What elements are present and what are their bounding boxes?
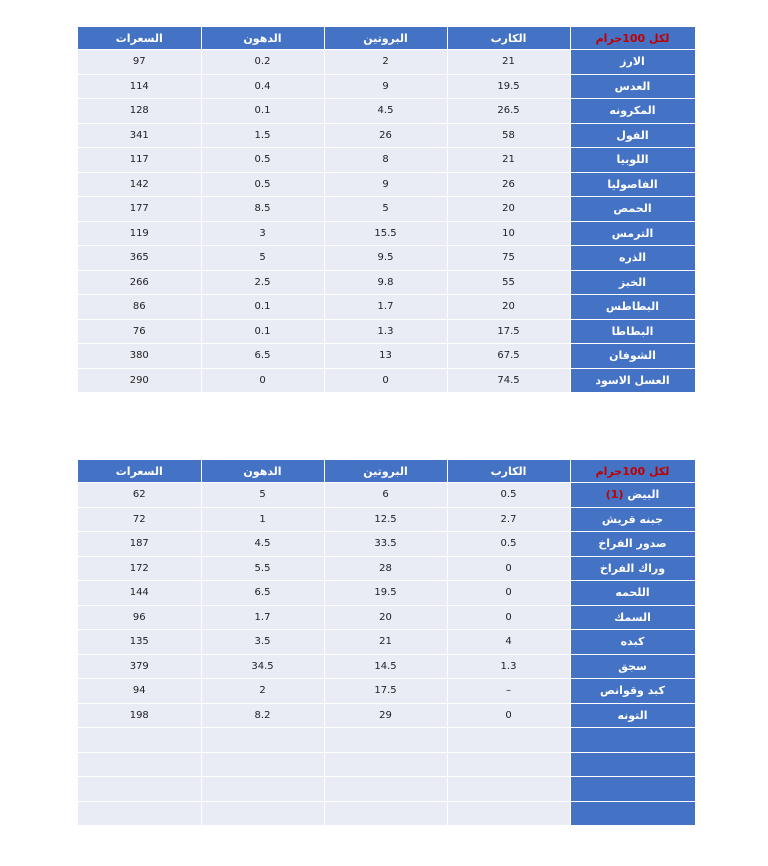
carbs-cell: 26	[447, 172, 570, 197]
carbs-cell: 75	[447, 246, 570, 271]
food-name: اللحمه	[615, 586, 650, 600]
food-name: العدس	[614, 79, 651, 93]
carbs-cell: 21	[447, 50, 570, 75]
protein-cell: 9.8	[324, 270, 447, 295]
protein-cell: 9.5	[324, 246, 447, 271]
carbs-cell: 67.5	[447, 344, 570, 369]
fat-cell: 8.5	[201, 197, 324, 222]
food-name: الذره	[618, 251, 647, 265]
food-name: البطاطس	[605, 300, 660, 314]
header-row	[78, 27, 695, 50]
table-row	[78, 654, 695, 679]
food-name: المكرونه	[609, 104, 656, 118]
food-name: البطاطا	[611, 324, 654, 338]
carbs-cell: 0	[447, 581, 570, 606]
table-row	[78, 532, 695, 557]
fat-cell: 1	[201, 507, 324, 532]
calories-cell: 117	[78, 148, 201, 173]
carbs-cell: 10	[447, 221, 570, 246]
protein-nutrition-table	[78, 460, 696, 826]
calories-cell: 114	[78, 74, 201, 99]
protein-cell: 6	[324, 483, 447, 508]
table-row	[78, 221, 695, 246]
protein-cell: 19.5	[324, 581, 447, 606]
header-carbs: الكارب	[447, 27, 570, 50]
protein-cell: 1.3	[324, 319, 447, 344]
carbs-cell: 17.5	[447, 319, 570, 344]
food-name: صدور الفراخ	[598, 537, 667, 551]
header-protein: البروتين	[324, 460, 447, 483]
fat-cell: 0.1	[201, 99, 324, 124]
table-row	[78, 148, 695, 173]
fat-cell: 0.4	[201, 74, 324, 99]
table-row	[78, 801, 695, 826]
calories-cell	[78, 752, 201, 777]
protein-cell: 15.5	[324, 221, 447, 246]
fat-cell: 3	[201, 221, 324, 246]
calories-cell: 86	[78, 295, 201, 320]
food-name-cell	[570, 197, 695, 222]
carbs-cell: 55	[447, 270, 570, 295]
calories-cell: 97	[78, 50, 201, 75]
protein-cell: 8	[324, 148, 447, 173]
carbs-cell: 4	[447, 630, 570, 655]
fat-cell: 3.5	[201, 630, 324, 655]
food-name-cell	[570, 605, 695, 630]
carbs-cell	[447, 728, 570, 753]
table-row	[78, 556, 695, 581]
carbs-cell: 0.5	[447, 483, 570, 508]
food-name-cell	[570, 74, 695, 99]
protein-cell: 21	[324, 630, 447, 655]
fat-cell: 5	[201, 483, 324, 508]
calories-cell: 341	[78, 123, 201, 148]
table-row	[78, 507, 695, 532]
fat-cell: 5	[201, 246, 324, 271]
fat-cell: 6.5	[201, 581, 324, 606]
calories-cell: 144	[78, 581, 201, 606]
protein-cell: 9	[324, 172, 447, 197]
table-row	[78, 703, 695, 728]
table-row	[78, 172, 695, 197]
table-row	[78, 197, 695, 222]
protein-cell: 12.5	[324, 507, 447, 532]
food-name: البيض	[627, 488, 660, 502]
protein-cell: 9	[324, 74, 447, 99]
food-name: الشوفان	[609, 349, 656, 363]
food-name: الفاصوليا	[607, 177, 658, 191]
calories-cell	[78, 777, 201, 802]
carbs-cell: 21	[447, 148, 570, 173]
food-name-cell	[570, 777, 695, 802]
table-row	[78, 728, 695, 753]
food-name-cell	[570, 295, 695, 320]
carbs-cell: 20	[447, 295, 570, 320]
carbs-cell	[447, 801, 570, 826]
protein-cell: 0	[324, 368, 447, 393]
table-row	[78, 777, 695, 802]
calories-cell: 198	[78, 703, 201, 728]
fat-cell: 0.1	[201, 319, 324, 344]
calories-cell: 290	[78, 368, 201, 393]
calories-cell: 76	[78, 319, 201, 344]
calories-cell: 96	[78, 605, 201, 630]
table-body	[78, 483, 695, 826]
carbs-cell: 58	[447, 123, 570, 148]
food-name: وراك الفراخ	[599, 561, 666, 575]
food-name: السمك	[614, 610, 651, 624]
calories-cell: 172	[78, 556, 201, 581]
table-row	[78, 344, 695, 369]
carbs-cell: 0	[447, 703, 570, 728]
table-row	[78, 630, 695, 655]
fat-cell	[201, 752, 324, 777]
food-name: الفول	[616, 128, 649, 142]
calories-cell: 365	[78, 246, 201, 271]
fat-cell: 0.5	[201, 148, 324, 173]
calories-cell: 128	[78, 99, 201, 124]
carbs-cell: 1.3	[447, 654, 570, 679]
table-row	[78, 295, 695, 320]
header-carbs: الكارب	[447, 460, 570, 483]
protein-cell: 13	[324, 344, 447, 369]
fat-cell: 0.1	[201, 295, 324, 320]
table-row	[78, 605, 695, 630]
food-name: كبد وقوانص	[600, 684, 665, 698]
fat-cell: 0.5	[201, 172, 324, 197]
calories-cell	[78, 728, 201, 753]
food-name-cell	[570, 654, 695, 679]
food-name-cell	[570, 246, 695, 271]
header-per-100g: لكل 100جرام	[570, 27, 695, 50]
carbs-nutrition-table	[78, 27, 696, 393]
calories-cell	[78, 801, 201, 826]
carbs-cell: 19.5	[447, 74, 570, 99]
food-name: سجق	[618, 659, 647, 673]
food-name-cell	[570, 703, 695, 728]
protein-cell	[324, 728, 447, 753]
table-row	[78, 319, 695, 344]
fat-cell: 6.5	[201, 344, 324, 369]
food-name: الحمص	[613, 202, 652, 216]
protein-cell: 5	[324, 197, 447, 222]
table-row	[78, 679, 695, 704]
carbs-cell: 0.5	[447, 532, 570, 557]
fat-cell: 0	[201, 368, 324, 393]
food-name-cell	[570, 50, 695, 75]
header-per-100g: لكل 100جرام	[570, 460, 695, 483]
food-name-cell	[570, 221, 695, 246]
fat-cell	[201, 801, 324, 826]
table-row	[78, 74, 695, 99]
fat-cell: 1.7	[201, 605, 324, 630]
table-row	[78, 581, 695, 606]
fat-cell	[201, 728, 324, 753]
header-protein: البروتين	[324, 27, 447, 50]
carbs-cell: 0	[447, 605, 570, 630]
carbs-cell: 2.7	[447, 507, 570, 532]
food-name-cell	[570, 507, 695, 532]
protein-cell	[324, 777, 447, 802]
calories-cell: 380	[78, 344, 201, 369]
table-body	[78, 50, 695, 393]
protein-cell: 29	[324, 703, 447, 728]
food-name-cell	[570, 728, 695, 753]
fat-cell: 8.2	[201, 703, 324, 728]
table-row	[78, 368, 695, 393]
calories-cell: 62	[78, 483, 201, 508]
food-name-cell	[570, 123, 695, 148]
food-name-cell	[570, 270, 695, 295]
header-calories: السعرات	[78, 460, 201, 483]
carbs-cell: 20	[447, 197, 570, 222]
food-name: اللوبيا	[616, 153, 649, 167]
protein-cell: 1.7	[324, 295, 447, 320]
carbs-cell	[447, 752, 570, 777]
food-name: جبنه قريش	[601, 512, 664, 526]
fat-cell: 4.5	[201, 532, 324, 557]
food-name: العسل الاسود	[595, 373, 670, 387]
calories-cell: 142	[78, 172, 201, 197]
fat-cell: 0.2	[201, 50, 324, 75]
carbs-cell: 26.5	[447, 99, 570, 124]
header-fat: الدهون	[201, 460, 324, 483]
table-row	[78, 246, 695, 271]
food-name-cell	[570, 99, 695, 124]
food-name: الخبز	[618, 275, 647, 289]
food-name-cell	[570, 532, 695, 557]
table-row	[78, 50, 695, 75]
carbs-cell	[447, 777, 570, 802]
food-name-cell	[570, 148, 695, 173]
carbs-cell: –	[447, 679, 570, 704]
food-name: التونه	[617, 708, 648, 722]
food-name-cell	[570, 581, 695, 606]
calories-cell: 266	[78, 270, 201, 295]
protein-cell: 26	[324, 123, 447, 148]
food-name-cell	[570, 368, 695, 393]
table-row	[78, 483, 695, 508]
fat-cell: 2	[201, 679, 324, 704]
calories-cell: 135	[78, 630, 201, 655]
protein-cell: 20	[324, 605, 447, 630]
protein-cell: 28	[324, 556, 447, 581]
food-name: كبده	[620, 635, 645, 649]
protein-cell: 4.5	[324, 99, 447, 124]
food-name-cell	[570, 801, 695, 826]
calories-cell: 94	[78, 679, 201, 704]
food-name: الارز	[620, 55, 645, 69]
carbs-cell: 0	[447, 556, 570, 581]
calories-cell: 119	[78, 221, 201, 246]
protein-cell: 17.5	[324, 679, 447, 704]
food-name-cell	[570, 344, 695, 369]
header-row	[78, 460, 695, 483]
fat-cell: 2.5	[201, 270, 324, 295]
protein-cell	[324, 752, 447, 777]
fat-cell: 1.5	[201, 123, 324, 148]
fat-cell	[201, 777, 324, 802]
food-name-cell	[570, 172, 695, 197]
protein-cell	[324, 801, 447, 826]
fat-cell: 5.5	[201, 556, 324, 581]
calories-cell: 187	[78, 532, 201, 557]
food-name-cell	[570, 483, 695, 508]
food-name: الترمس	[611, 226, 654, 240]
food-name-cell	[570, 319, 695, 344]
header-calories: السعرات	[78, 27, 201, 50]
food-name-cell	[570, 556, 695, 581]
table-row	[78, 752, 695, 777]
table-row	[78, 270, 695, 295]
calories-cell: 379	[78, 654, 201, 679]
carbs-cell: 74.5	[447, 368, 570, 393]
food-note: (1)	[605, 488, 624, 502]
food-name-cell	[570, 679, 695, 704]
table-row	[78, 123, 695, 148]
food-name-cell	[570, 752, 695, 777]
protein-cell: 33.5	[324, 532, 447, 557]
protein-cell: 2	[324, 50, 447, 75]
protein-cell: 14.5	[324, 654, 447, 679]
fat-cell: 34.5	[201, 654, 324, 679]
calories-cell: 177	[78, 197, 201, 222]
food-name-cell	[570, 630, 695, 655]
table-row	[78, 99, 695, 124]
header-fat: الدهون	[201, 27, 324, 50]
calories-cell: 72	[78, 507, 201, 532]
